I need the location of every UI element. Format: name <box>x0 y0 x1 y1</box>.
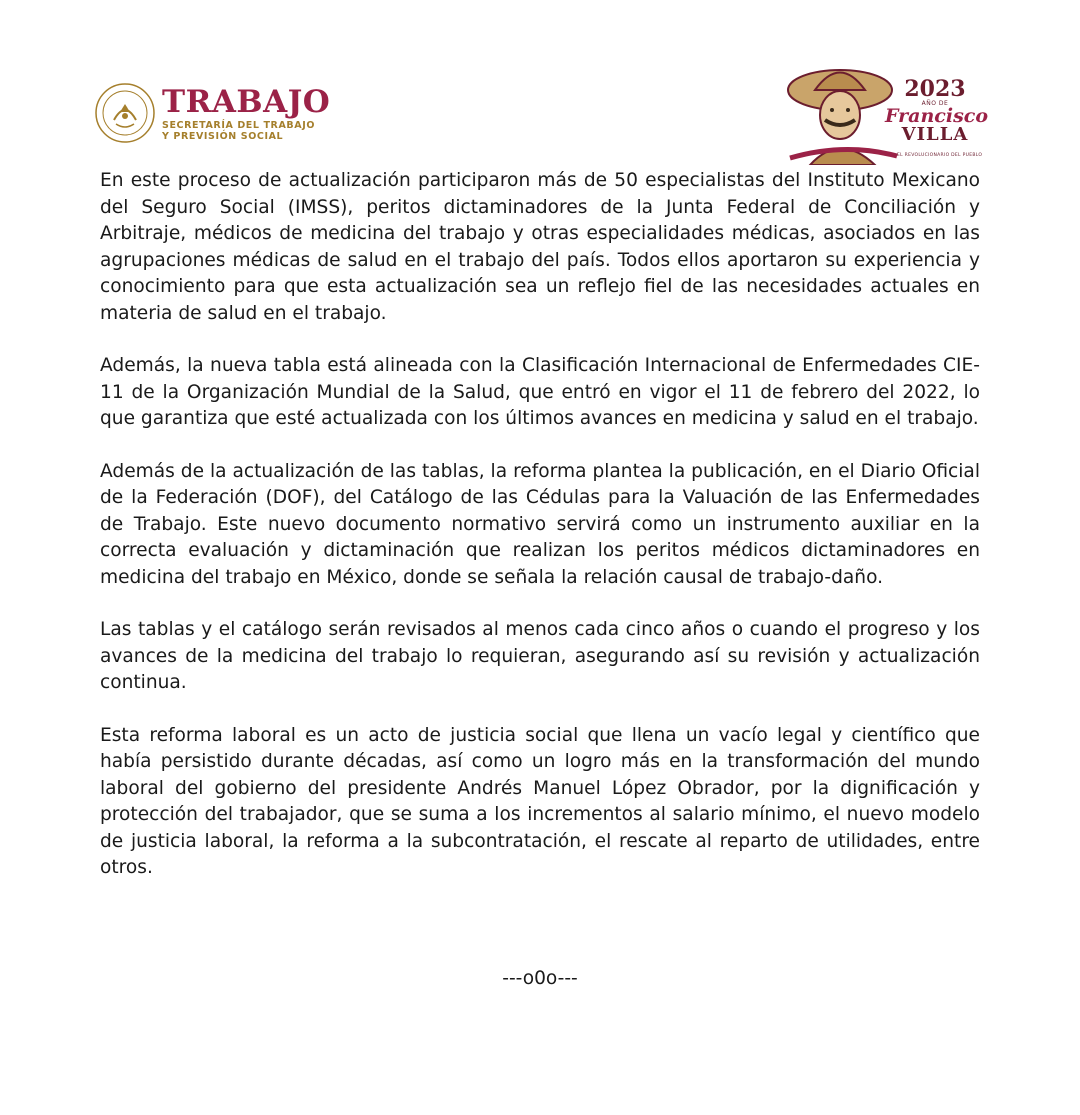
villa-tagline: EL REVOLUCIONARIO DEL PUEBLO <box>897 153 983 158</box>
closing-mark: ---o0o--- <box>502 968 578 989</box>
pancho-villa-portrait-icon <box>785 60 900 165</box>
villa-logo-text <box>885 76 989 145</box>
document-header <box>0 60 1080 170</box>
paragraph-review: Las tablas y el catálogo serán revisados al menos cada cinco años o cuando el progreso y los avances de la medicina del trabajo lo requieran, asegurando así su revisión y actualización continua. <box>100 619 980 693</box>
brand-title: TRABAJO <box>162 84 331 120</box>
brand-subtitle-line1: SECRETARÍA DEL TRABAJO <box>162 120 316 131</box>
brand-subtitle-line2: Y PREVISIÓN SOCIAL <box>162 131 284 142</box>
document-body <box>100 168 980 908</box>
trabajo-brand <box>162 84 330 142</box>
villa-year-caption: AÑO DE <box>921 100 949 107</box>
paragraph-cie11: Además, la nueva tabla está alineada con la Clasificación Internacional de Enfermedades CIE-11 de la Organización Mundial de la Salud, que entró en vigor el 11 de febrero del 2022, lo que garantiza que esté actualizada con los últimos avances en medicina y salud en el trabajo. <box>100 355 980 429</box>
mexico-coat-of-arms-seal-icon <box>94 82 156 144</box>
trabajo-logo <box>94 82 354 152</box>
villa-year: 2023 <box>904 76 966 102</box>
francisco-villa-2023-logo <box>785 60 989 165</box>
villa-last-name: VILLA <box>901 124 969 145</box>
paragraph-catalog: Además de la actualización de las tablas, la reforma plantea la publicación, en el Diario Oficial de la Federación (DOF), del Catálogo de las Cédulas para la Valuación de las Enfermedades de Trabajo. Este nuevo documento normativo servirá como un instrumento auxiliar en la correcta evaluación y dictaminación que realizan los peritos médicos dictaminadores en medicina del trabajo en México, donde se señala la relación causal de trabajo-daño. <box>100 460 980 588</box>
villa-first-name: Francisco <box>885 105 989 127</box>
paragraph-reform: Esta reforma laboral es un acto de justicia social que llena un vacío legal y científico que había persistido durante décadas, así como un logro más en la transformación del mundo laboral del gobierno del presidente Andrés Manuel López Obrador, por la dignificación y protección del trabajador, que se suma a los incrementos al salario mínimo, el nuevo modelo de justicia laboral, la reforma a la subcontratación, el rescate al reparto de utilidades, entre otros. <box>100 724 980 878</box>
paragraph-specialists: En este proceso de actualización participaron más de 50 especialistas del Instituto Mexicano del Seguro Social (IMSS), peritos dictaminadores de la Junta Federal de Conciliación y Arbitraje, médicos de medicina del trabajo y otras especialidades médicas, asociados en las agrupaciones médicas de salud en el trabajo del país. Todos ellos aportaron su experiencia y conocimiento para que esta actualización sea un reflejo fiel de las necesidades actuales en materia de salud en el trabajo. <box>100 170 980 324</box>
